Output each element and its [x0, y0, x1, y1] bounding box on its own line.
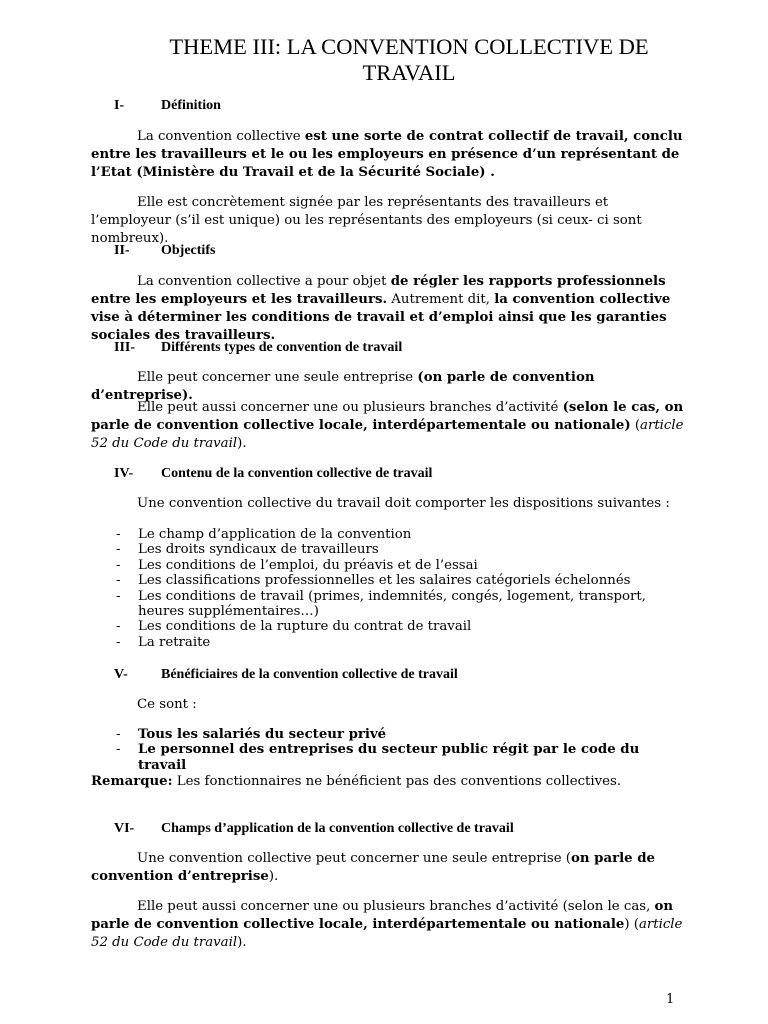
title-line-2: TRAVAIL	[362, 60, 456, 85]
list-item: - Les conditions de l’emploi, du préavis et de l’essai	[116, 557, 478, 573]
section-number: III-	[114, 340, 136, 355]
section-number: I-	[114, 98, 125, 113]
section-label: Contenu de la convention collective de travail	[161, 466, 433, 481]
text: La convention collective a pour objet	[137, 274, 391, 289]
list-item: - Les conditions de la rupture du contrat de travail	[116, 619, 472, 635]
bold-text: de régler les rapports professionnels entre les employeurs et les travailleurs.	[91, 274, 666, 307]
text: Elle peut aussi concerner une ou plusieurs branches d’activité	[137, 400, 563, 415]
text: (	[630, 418, 641, 433]
text: La convention collective	[137, 129, 305, 144]
section-number: VI-	[114, 821, 135, 836]
section-label: Champs d’application de la convention collective de travail	[161, 821, 514, 836]
content-list	[116, 527, 676, 650]
section-number: II-	[114, 243, 130, 258]
list-item: - Le champ d’application de la convention	[116, 527, 412, 542]
remark	[91, 773, 691, 791]
paragraph	[91, 128, 691, 182]
list-item: - Les droits syndicaux de travailleurs	[116, 542, 379, 558]
italic-text: article 52 du Code du travail	[91, 917, 683, 950]
section-label: Objectifs	[161, 243, 216, 258]
section-label: Bénéficiaires de la convention collective de travail	[161, 667, 458, 682]
list-item: - Le personnel des entreprises du secteur public régit par le code du travail	[116, 742, 640, 773]
text: Autrement dit,	[387, 292, 495, 307]
text: ).	[268, 869, 279, 884]
paragraph	[91, 273, 691, 345]
bold-text: (selon le cas, on parle de convention collective locale, interdépartementale ou nationale)	[91, 400, 684, 433]
text: Ce sont :	[137, 697, 197, 712]
text: ).	[237, 436, 247, 451]
bold-text: est une sorte de contrat collectif de travail, conclu entre les travailleurs et le ou les employeurs en présence d’un représentant de l’Etat (Ministère du Travail et de la Sécurité Sociale) .	[91, 129, 683, 180]
paragraph	[91, 399, 691, 453]
list-item: - Tous les salariés du secteur privé	[116, 727, 387, 742]
paragraph	[91, 850, 691, 886]
title-line-1: THEME III: LA CONVENTION COLLECTIVE DE	[169, 34, 649, 59]
paragraph	[91, 495, 691, 513]
text: Elle peut aussi concerner une ou plusieurs branches d’activité (selon le cas,	[137, 899, 655, 914]
section-label: Différents types de convention de travail	[161, 340, 403, 355]
text: Elle peut concerner une seule entreprise	[137, 370, 418, 385]
text: ) (	[624, 917, 639, 932]
bold-text: on parle de convention collective locale, interdépartementale ou nationale	[91, 899, 674, 932]
page-title	[90, 34, 728, 86]
text: Une convention collective peut concerner une seule entreprise (	[137, 851, 571, 866]
remark-text: Les fonctionnaires ne bénéficient pas des conventions collectives.	[172, 774, 622, 789]
beneficiaries-list	[116, 727, 676, 773]
section-number: V-	[114, 667, 128, 682]
paragraph	[91, 194, 691, 248]
list-item: - La retraite	[116, 634, 211, 650]
bold-text: (on parle de convention d’entreprise).	[91, 370, 595, 403]
list-item: - Les classifications professionnelles et les salaires catégoriels échelonnés	[116, 573, 631, 589]
text: Une convention collective du travail doit comporter les dispositions suivantes :	[137, 496, 670, 511]
bold-text: on parle de convention d’entreprise	[91, 851, 655, 884]
remark-label: Remarque:	[91, 774, 173, 789]
page-number: 1	[666, 992, 675, 1007]
section-label: Définition	[161, 98, 221, 113]
italic-text: article 52 du Code du travail	[91, 418, 684, 451]
text: Elle est concrètement signée par les représentants des travailleurs et l’employeur (s’il est unique) ou les représentants des employeurs (si ceux- ci sont nombreux).	[91, 195, 642, 246]
text: ).	[237, 935, 247, 950]
paragraph	[91, 696, 691, 714]
list-item: - Les conditions de travail (primes, indemnités, congés, logement, transport, heures supplémentaires…)	[116, 588, 646, 620]
paragraph	[91, 898, 691, 952]
bold-text: la convention collective vise à déterminer les conditions de travail et d’emploi ainsi que les garanties sociales des travailleurs.	[91, 292, 671, 343]
section-number: IV-	[114, 466, 134, 481]
